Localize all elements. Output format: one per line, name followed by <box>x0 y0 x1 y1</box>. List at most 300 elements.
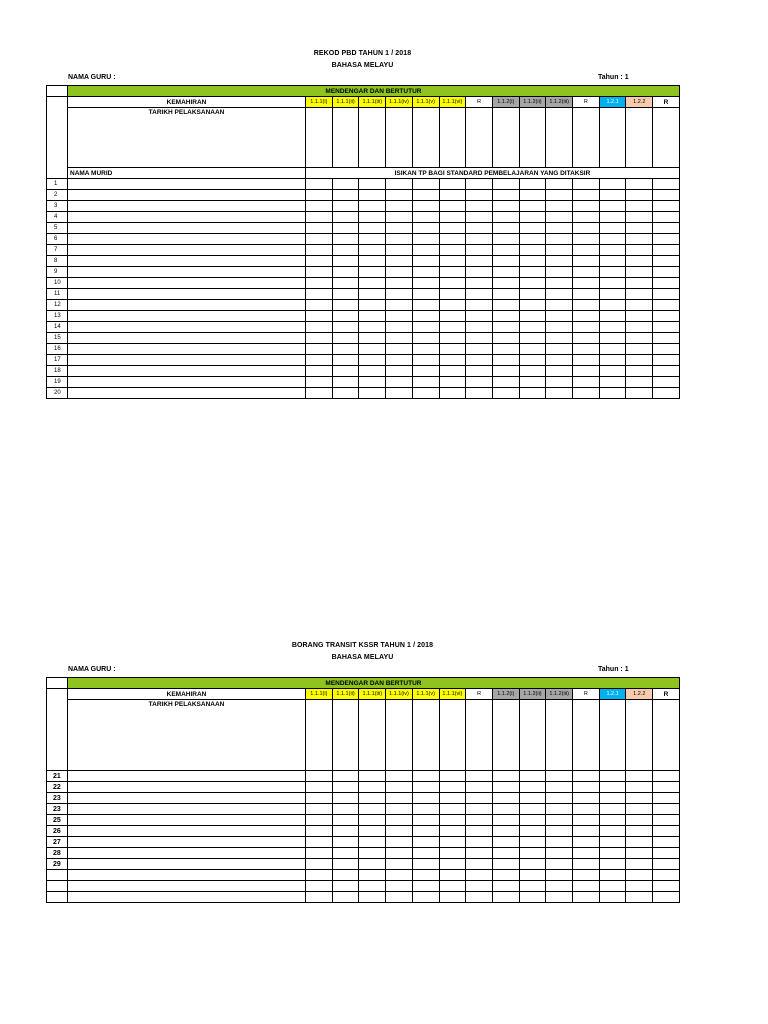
tp-score-cell[interactable] <box>466 256 493 267</box>
tp-score-cell[interactable] <box>466 212 493 223</box>
tp-score-cell[interactable] <box>412 837 439 848</box>
tp-score-cell[interactable] <box>599 267 626 278</box>
tp-score-cell[interactable] <box>626 804 653 815</box>
tp-score-cell[interactable] <box>386 245 413 256</box>
tp-score-cell[interactable] <box>332 278 359 289</box>
tp-score-cell[interactable] <box>466 179 493 190</box>
tp-score-cell[interactable] <box>412 859 439 870</box>
tp-score-cell[interactable] <box>653 212 680 223</box>
tp-score-cell[interactable] <box>653 804 680 815</box>
tp-score-cell[interactable] <box>492 223 519 234</box>
tp-score-cell[interactable] <box>573 311 600 322</box>
tp-score-cell[interactable] <box>653 256 680 267</box>
tp-score-cell[interactable] <box>519 881 546 892</box>
tp-score-cell[interactable] <box>359 201 386 212</box>
tp-score-cell[interactable] <box>626 793 653 804</box>
tp-score-cell[interactable] <box>439 388 466 399</box>
student-name-cell[interactable] <box>68 804 306 815</box>
tp-score-cell[interactable] <box>573 234 600 245</box>
tp-score-cell[interactable] <box>653 848 680 859</box>
tp-score-cell[interactable] <box>519 815 546 826</box>
tp-score-cell[interactable] <box>492 793 519 804</box>
tp-score-cell[interactable] <box>653 870 680 881</box>
tp-score-cell[interactable] <box>653 278 680 289</box>
tp-score-cell[interactable] <box>332 366 359 377</box>
date-cell[interactable] <box>546 700 573 771</box>
tp-score-cell[interactable] <box>332 190 359 201</box>
tp-score-cell[interactable] <box>519 212 546 223</box>
tp-score-cell[interactable] <box>386 848 413 859</box>
tp-score-cell[interactable] <box>439 355 466 366</box>
tp-score-cell[interactable] <box>626 782 653 793</box>
tp-score-cell[interactable] <box>546 815 573 826</box>
tp-score-cell[interactable] <box>386 826 413 837</box>
tp-score-cell[interactable] <box>386 388 413 399</box>
tp-score-cell[interactable] <box>386 892 413 903</box>
tp-score-cell[interactable] <box>492 366 519 377</box>
tp-score-cell[interactable] <box>332 344 359 355</box>
tp-score-cell[interactable] <box>466 782 493 793</box>
tp-score-cell[interactable] <box>466 289 493 300</box>
tp-score-cell[interactable] <box>306 179 333 190</box>
tp-score-cell[interactable] <box>546 223 573 234</box>
tp-score-cell[interactable] <box>306 859 333 870</box>
tp-score-cell[interactable] <box>492 267 519 278</box>
tp-score-cell[interactable] <box>359 837 386 848</box>
tp-score-cell[interactable] <box>573 267 600 278</box>
tp-score-cell[interactable] <box>546 859 573 870</box>
tp-score-cell[interactable] <box>412 311 439 322</box>
tp-score-cell[interactable] <box>573 300 600 311</box>
tp-score-cell[interactable] <box>439 377 466 388</box>
date-cell[interactable] <box>439 108 466 168</box>
tp-score-cell[interactable] <box>466 881 493 892</box>
tp-score-cell[interactable] <box>546 344 573 355</box>
tp-score-cell[interactable] <box>412 344 439 355</box>
tp-score-cell[interactable] <box>359 870 386 881</box>
tp-score-cell[interactable] <box>573 344 600 355</box>
tp-score-cell[interactable] <box>492 344 519 355</box>
tp-score-cell[interactable] <box>466 245 493 256</box>
student-name-cell[interactable] <box>68 333 306 344</box>
tp-score-cell[interactable] <box>439 881 466 892</box>
tp-score-cell[interactable] <box>599 223 626 234</box>
tp-score-cell[interactable] <box>626 201 653 212</box>
tp-score-cell[interactable] <box>359 377 386 388</box>
tp-score-cell[interactable] <box>439 179 466 190</box>
tp-score-cell[interactable] <box>412 190 439 201</box>
student-name-cell[interactable] <box>68 826 306 837</box>
tp-score-cell[interactable] <box>466 826 493 837</box>
date-cell[interactable] <box>306 108 333 168</box>
tp-score-cell[interactable] <box>492 245 519 256</box>
tp-score-cell[interactable] <box>466 223 493 234</box>
tp-score-cell[interactable] <box>492 355 519 366</box>
tp-score-cell[interactable] <box>546 278 573 289</box>
tp-score-cell[interactable] <box>599 771 626 782</box>
tp-score-cell[interactable] <box>359 826 386 837</box>
tp-score-cell[interactable] <box>466 804 493 815</box>
tp-score-cell[interactable] <box>546 234 573 245</box>
tp-score-cell[interactable] <box>439 245 466 256</box>
tp-score-cell[interactable] <box>653 190 680 201</box>
tp-score-cell[interactable] <box>519 859 546 870</box>
tp-score-cell[interactable] <box>492 256 519 267</box>
tp-score-cell[interactable] <box>599 355 626 366</box>
tp-score-cell[interactable] <box>626 771 653 782</box>
tp-score-cell[interactable] <box>466 278 493 289</box>
tp-score-cell[interactable] <box>306 815 333 826</box>
tp-score-cell[interactable] <box>599 837 626 848</box>
tp-score-cell[interactable] <box>359 267 386 278</box>
tp-score-cell[interactable] <box>306 782 333 793</box>
tp-score-cell[interactable] <box>626 377 653 388</box>
tp-score-cell[interactable] <box>626 837 653 848</box>
tp-score-cell[interactable] <box>573 322 600 333</box>
tp-score-cell[interactable] <box>466 771 493 782</box>
tp-score-cell[interactable] <box>626 267 653 278</box>
tp-score-cell[interactable] <box>546 848 573 859</box>
tp-score-cell[interactable] <box>439 859 466 870</box>
tp-score-cell[interactable] <box>626 300 653 311</box>
tp-score-cell[interactable] <box>332 388 359 399</box>
tp-score-cell[interactable] <box>306 892 333 903</box>
tp-score-cell[interactable] <box>599 793 626 804</box>
tp-score-cell[interactable] <box>573 870 600 881</box>
tp-score-cell[interactable] <box>599 388 626 399</box>
tp-score-cell[interactable] <box>386 223 413 234</box>
date-cell[interactable] <box>573 108 600 168</box>
tp-score-cell[interactable] <box>412 179 439 190</box>
student-name-cell[interactable] <box>68 256 306 267</box>
tp-score-cell[interactable] <box>519 782 546 793</box>
tp-score-cell[interactable] <box>599 377 626 388</box>
tp-score-cell[interactable] <box>359 366 386 377</box>
tp-score-cell[interactable] <box>626 881 653 892</box>
tp-score-cell[interactable] <box>332 311 359 322</box>
tp-score-cell[interactable] <box>599 289 626 300</box>
tp-score-cell[interactable] <box>412 201 439 212</box>
student-name-cell[interactable] <box>68 771 306 782</box>
tp-score-cell[interactable] <box>492 881 519 892</box>
tp-score-cell[interactable] <box>439 190 466 201</box>
tp-score-cell[interactable] <box>332 870 359 881</box>
tp-score-cell[interactable] <box>332 201 359 212</box>
tp-score-cell[interactable] <box>412 355 439 366</box>
tp-score-cell[interactable] <box>492 234 519 245</box>
tp-score-cell[interactable] <box>466 837 493 848</box>
tp-score-cell[interactable] <box>412 333 439 344</box>
tp-score-cell[interactable] <box>332 793 359 804</box>
tp-score-cell[interactable] <box>519 355 546 366</box>
tp-score-cell[interactable] <box>466 815 493 826</box>
tp-score-cell[interactable] <box>359 223 386 234</box>
tp-score-cell[interactable] <box>599 870 626 881</box>
tp-score-cell[interactable] <box>412 892 439 903</box>
tp-score-cell[interactable] <box>306 223 333 234</box>
student-name-cell[interactable] <box>68 870 306 881</box>
tp-score-cell[interactable] <box>599 848 626 859</box>
tp-score-cell[interactable] <box>359 212 386 223</box>
tp-score-cell[interactable] <box>332 892 359 903</box>
date-cell[interactable] <box>332 700 359 771</box>
tp-score-cell[interactable] <box>519 366 546 377</box>
student-name-cell[interactable] <box>68 223 306 234</box>
tp-score-cell[interactable] <box>626 278 653 289</box>
tp-score-cell[interactable] <box>653 300 680 311</box>
tp-score-cell[interactable] <box>492 333 519 344</box>
student-name-cell[interactable] <box>68 881 306 892</box>
tp-score-cell[interactable] <box>573 892 600 903</box>
tp-score-cell[interactable] <box>626 289 653 300</box>
tp-score-cell[interactable] <box>439 267 466 278</box>
tp-score-cell[interactable] <box>492 815 519 826</box>
tp-score-cell[interactable] <box>412 782 439 793</box>
student-name-cell[interactable] <box>68 355 306 366</box>
tp-score-cell[interactable] <box>519 201 546 212</box>
tp-score-cell[interactable] <box>359 793 386 804</box>
tp-score-cell[interactable] <box>653 815 680 826</box>
tp-score-cell[interactable] <box>332 782 359 793</box>
tp-score-cell[interactable] <box>573 212 600 223</box>
tp-score-cell[interactable] <box>439 366 466 377</box>
tp-score-cell[interactable] <box>599 333 626 344</box>
tp-score-cell[interactable] <box>599 815 626 826</box>
tp-score-cell[interactable] <box>599 212 626 223</box>
tp-score-cell[interactable] <box>626 859 653 870</box>
tp-score-cell[interactable] <box>546 388 573 399</box>
date-cell[interactable] <box>626 700 653 771</box>
tp-score-cell[interactable] <box>386 234 413 245</box>
tp-score-cell[interactable] <box>466 892 493 903</box>
tp-score-cell[interactable] <box>546 881 573 892</box>
tp-score-cell[interactable] <box>359 300 386 311</box>
tp-score-cell[interactable] <box>546 804 573 815</box>
tp-score-cell[interactable] <box>359 256 386 267</box>
tp-score-cell[interactable] <box>306 793 333 804</box>
tp-score-cell[interactable] <box>386 267 413 278</box>
tp-score-cell[interactable] <box>519 311 546 322</box>
tp-score-cell[interactable] <box>359 311 386 322</box>
tp-score-cell[interactable] <box>466 366 493 377</box>
tp-score-cell[interactable] <box>653 289 680 300</box>
tp-score-cell[interactable] <box>546 366 573 377</box>
tp-score-cell[interactable] <box>519 344 546 355</box>
tp-score-cell[interactable] <box>412 881 439 892</box>
tp-score-cell[interactable] <box>492 848 519 859</box>
tp-score-cell[interactable] <box>599 190 626 201</box>
student-name-cell[interactable] <box>68 892 306 903</box>
tp-score-cell[interactable] <box>386 333 413 344</box>
date-cell[interactable] <box>519 700 546 771</box>
tp-score-cell[interactable] <box>466 300 493 311</box>
tp-score-cell[interactable] <box>492 859 519 870</box>
tp-score-cell[interactable] <box>439 848 466 859</box>
tp-score-cell[interactable] <box>626 234 653 245</box>
student-name-cell[interactable] <box>68 815 306 826</box>
tp-score-cell[interactable] <box>439 793 466 804</box>
tp-score-cell[interactable] <box>306 355 333 366</box>
student-name-cell[interactable] <box>68 793 306 804</box>
tp-score-cell[interactable] <box>386 278 413 289</box>
tp-score-cell[interactable] <box>599 322 626 333</box>
tp-score-cell[interactable] <box>492 782 519 793</box>
tp-score-cell[interactable] <box>359 815 386 826</box>
tp-score-cell[interactable] <box>599 300 626 311</box>
tp-score-cell[interactable] <box>306 377 333 388</box>
tp-score-cell[interactable] <box>626 223 653 234</box>
date-cell[interactable] <box>466 108 493 168</box>
student-name-cell[interactable] <box>68 245 306 256</box>
tp-score-cell[interactable] <box>466 267 493 278</box>
tp-score-cell[interactable] <box>332 815 359 826</box>
tp-score-cell[interactable] <box>466 870 493 881</box>
tp-score-cell[interactable] <box>573 793 600 804</box>
tp-score-cell[interactable] <box>599 366 626 377</box>
student-name-cell[interactable] <box>68 311 306 322</box>
tp-score-cell[interactable] <box>386 771 413 782</box>
tp-score-cell[interactable] <box>359 190 386 201</box>
tp-score-cell[interactable] <box>626 826 653 837</box>
tp-score-cell[interactable] <box>653 201 680 212</box>
tp-score-cell[interactable] <box>653 322 680 333</box>
tp-score-cell[interactable] <box>492 300 519 311</box>
tp-score-cell[interactable] <box>519 870 546 881</box>
student-name-cell[interactable] <box>68 859 306 870</box>
tp-score-cell[interactable] <box>359 245 386 256</box>
tp-score-cell[interactable] <box>573 826 600 837</box>
tp-score-cell[interactable] <box>412 256 439 267</box>
tp-score-cell[interactable] <box>626 322 653 333</box>
date-cell[interactable] <box>412 108 439 168</box>
student-name-cell[interactable] <box>68 377 306 388</box>
tp-score-cell[interactable] <box>492 322 519 333</box>
tp-score-cell[interactable] <box>306 245 333 256</box>
tp-score-cell[interactable] <box>492 837 519 848</box>
tp-score-cell[interactable] <box>386 355 413 366</box>
tp-score-cell[interactable] <box>359 344 386 355</box>
tp-score-cell[interactable] <box>412 826 439 837</box>
tp-score-cell[interactable] <box>546 322 573 333</box>
tp-score-cell[interactable] <box>573 837 600 848</box>
tp-score-cell[interactable] <box>653 366 680 377</box>
tp-score-cell[interactable] <box>626 311 653 322</box>
student-name-cell[interactable] <box>68 190 306 201</box>
tp-score-cell[interactable] <box>439 771 466 782</box>
tp-score-cell[interactable] <box>519 223 546 234</box>
tp-score-cell[interactable] <box>626 212 653 223</box>
tp-score-cell[interactable] <box>599 782 626 793</box>
tp-score-cell[interactable] <box>386 322 413 333</box>
tp-score-cell[interactable] <box>626 245 653 256</box>
tp-score-cell[interactable] <box>546 355 573 366</box>
date-cell[interactable] <box>519 108 546 168</box>
tp-score-cell[interactable] <box>653 892 680 903</box>
tp-score-cell[interactable] <box>332 322 359 333</box>
tp-score-cell[interactable] <box>492 311 519 322</box>
tp-score-cell[interactable] <box>626 848 653 859</box>
tp-score-cell[interactable] <box>306 212 333 223</box>
tp-score-cell[interactable] <box>653 234 680 245</box>
date-cell[interactable] <box>546 108 573 168</box>
tp-score-cell[interactable] <box>573 782 600 793</box>
student-name-cell[interactable] <box>68 278 306 289</box>
tp-score-cell[interactable] <box>546 190 573 201</box>
tp-score-cell[interactable] <box>386 201 413 212</box>
tp-score-cell[interactable] <box>386 300 413 311</box>
tp-score-cell[interactable] <box>386 212 413 223</box>
tp-score-cell[interactable] <box>653 223 680 234</box>
tp-score-cell[interactable] <box>599 245 626 256</box>
tp-score-cell[interactable] <box>306 344 333 355</box>
tp-score-cell[interactable] <box>439 234 466 245</box>
tp-score-cell[interactable] <box>412 870 439 881</box>
tp-score-cell[interactable] <box>573 223 600 234</box>
tp-score-cell[interactable] <box>653 771 680 782</box>
tp-score-cell[interactable] <box>386 870 413 881</box>
tp-score-cell[interactable] <box>412 377 439 388</box>
tp-score-cell[interactable] <box>412 815 439 826</box>
tp-score-cell[interactable] <box>306 278 333 289</box>
student-name-cell[interactable] <box>68 388 306 399</box>
tp-score-cell[interactable] <box>439 782 466 793</box>
tp-score-cell[interactable] <box>412 300 439 311</box>
tp-score-cell[interactable] <box>386 782 413 793</box>
tp-score-cell[interactable] <box>519 793 546 804</box>
tp-score-cell[interactable] <box>492 892 519 903</box>
tp-score-cell[interactable] <box>492 388 519 399</box>
tp-score-cell[interactable] <box>573 848 600 859</box>
tp-score-cell[interactable] <box>599 278 626 289</box>
tp-score-cell[interactable] <box>599 311 626 322</box>
tp-score-cell[interactable] <box>439 804 466 815</box>
tp-score-cell[interactable] <box>466 333 493 344</box>
tp-score-cell[interactable] <box>306 388 333 399</box>
tp-score-cell[interactable] <box>306 267 333 278</box>
tp-score-cell[interactable] <box>412 322 439 333</box>
tp-score-cell[interactable] <box>492 212 519 223</box>
tp-score-cell[interactable] <box>653 782 680 793</box>
tp-score-cell[interactable] <box>306 256 333 267</box>
tp-score-cell[interactable] <box>412 267 439 278</box>
tp-score-cell[interactable] <box>439 212 466 223</box>
tp-score-cell[interactable] <box>546 782 573 793</box>
tp-score-cell[interactable] <box>492 278 519 289</box>
tp-score-cell[interactable] <box>466 190 493 201</box>
tp-score-cell[interactable] <box>439 344 466 355</box>
tp-score-cell[interactable] <box>359 881 386 892</box>
tp-score-cell[interactable] <box>386 881 413 892</box>
tp-score-cell[interactable] <box>306 881 333 892</box>
tp-score-cell[interactable] <box>466 344 493 355</box>
tp-score-cell[interactable] <box>412 388 439 399</box>
tp-score-cell[interactable] <box>306 804 333 815</box>
tp-score-cell[interactable] <box>412 793 439 804</box>
date-cell[interactable] <box>386 108 413 168</box>
tp-score-cell[interactable] <box>332 355 359 366</box>
tp-score-cell[interactable] <box>653 881 680 892</box>
tp-score-cell[interactable] <box>359 859 386 870</box>
tp-score-cell[interactable] <box>386 311 413 322</box>
tp-score-cell[interactable] <box>519 289 546 300</box>
tp-score-cell[interactable] <box>466 322 493 333</box>
tp-score-cell[interactable] <box>386 377 413 388</box>
tp-score-cell[interactable] <box>546 245 573 256</box>
tp-score-cell[interactable] <box>653 179 680 190</box>
tp-score-cell[interactable] <box>306 771 333 782</box>
tp-score-cell[interactable] <box>332 881 359 892</box>
tp-score-cell[interactable] <box>466 234 493 245</box>
